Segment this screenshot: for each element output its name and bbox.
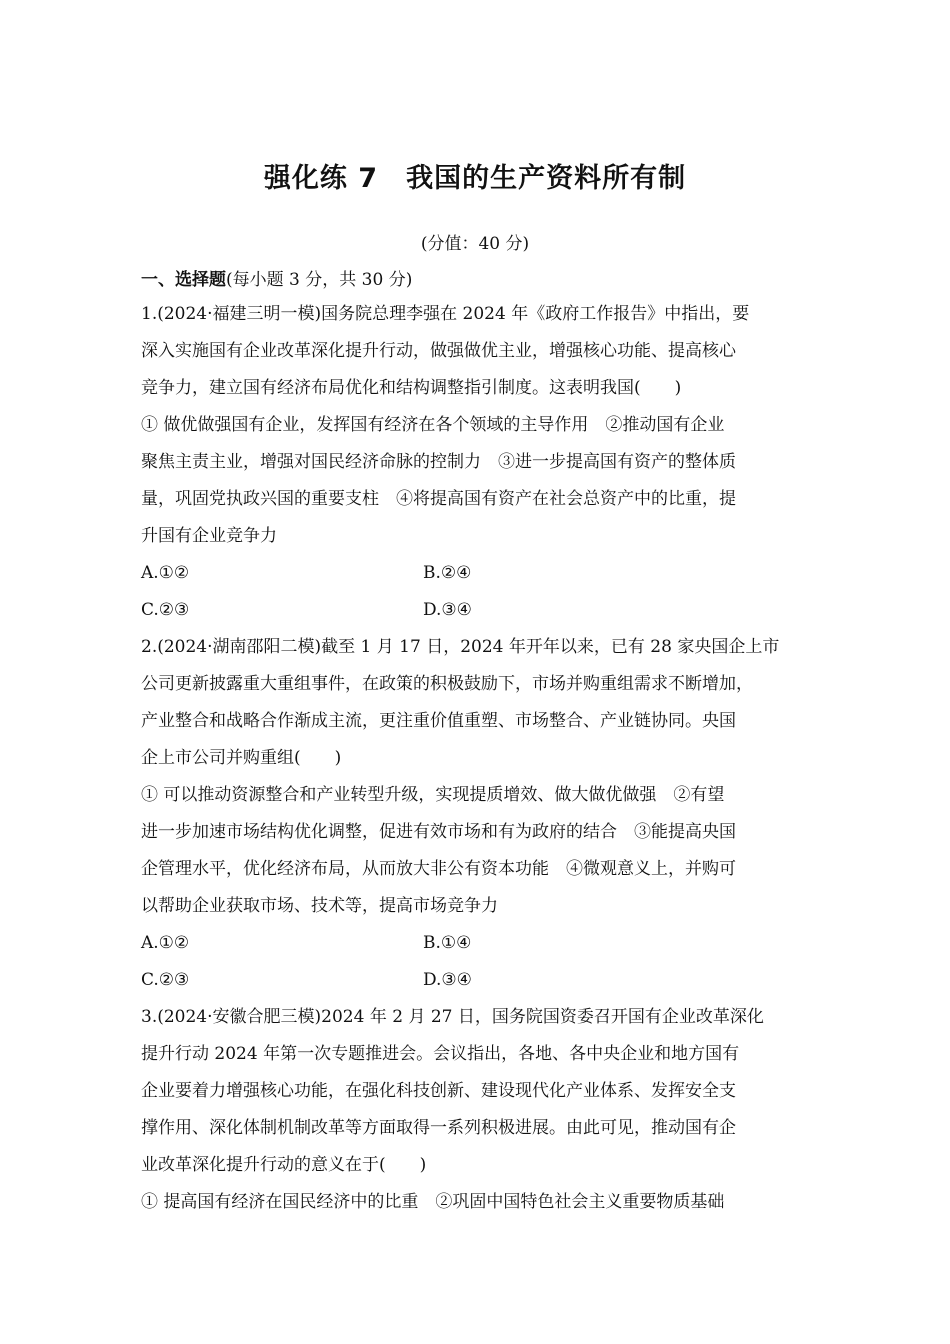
section-heading xyxy=(141,265,412,290)
options-row xyxy=(141,962,816,999)
section-heading-note: (每小题 3 分，共 30 分) xyxy=(226,270,413,290)
question-3 xyxy=(141,999,816,1221)
section-heading-label: 一、选择题 xyxy=(141,270,226,290)
question-text-line: ① 做优做强国有企业，发挥国有经济在各个领域的主导作用 ②推动国有企业 xyxy=(141,415,725,435)
question-text-line: 进一步加速市场结构优化调整，促进有效市场和有为政府的结合 ③能提高央国 xyxy=(141,822,736,842)
question-text-line: 企业要着力增强核心功能，在强化科技创新、建设现代化产业体系、发挥安全支 xyxy=(141,1081,736,1101)
option-b[interactable]: B.①④ xyxy=(423,933,472,953)
question-1 xyxy=(141,296,816,629)
question-text-line: 2.(2024·湖南邵阳二模)截至 1 月 17 日，2024 年开年以来，已有 28 家央国企上市 xyxy=(141,637,780,657)
option-d[interactable]: D.③④ xyxy=(423,970,472,990)
question-text-line: 升国有企业竞争力 xyxy=(141,526,277,546)
question-text-line: 量，巩固党执政兴国的重要支柱 ④将提高国有资产在社会总资产中的比重，提 xyxy=(141,489,736,509)
question-text-line: 公司更新披露重大重组事件，在政策的积极鼓励下，市场并购重组需求不断增加， xyxy=(141,674,753,694)
question-text-line: 提升行动 2024 年第一次专题推进会。会议指出，各地、各中央企业和地方国有 xyxy=(141,1044,740,1064)
option-a[interactable]: A.①② xyxy=(141,563,190,583)
question-text-line: 1.(2024·福建三明一模)国务院总理李强在 2024 年《政府工作报告》中指出，要 xyxy=(141,304,750,324)
option-c[interactable]: C.②③ xyxy=(141,970,190,990)
question-text-line: 3.(2024·安徽合肥三模)2024 年 2 月 27 日，国务院国资委召开国有企业改革深化 xyxy=(141,1007,764,1027)
question-text-line: 聚焦主责主业，增强对国民经济命脉的控制力 ③进一步提高国有资产的整体质 xyxy=(141,452,736,472)
question-text-line: 产业整合和战略合作渐成主流，更注重价值重塑、市场整合、产业链协同。央国 xyxy=(141,711,736,731)
question-2 xyxy=(141,629,816,999)
options-row xyxy=(141,592,816,629)
option-a[interactable]: A.①② xyxy=(141,933,190,953)
question-text-line: 深入实施国有企业改革深化提升行动，做强做优主业，增强核心功能、提高核心 xyxy=(141,341,736,361)
page-title: 强化练 7 我国的生产资料所有制 xyxy=(263,163,687,194)
question-text-line: 撑作用、深化体制机制改革等方面取得一系列积极进展。由此可见，推动国有企 xyxy=(141,1118,736,1138)
options-row xyxy=(141,555,816,592)
option-d[interactable]: D.③④ xyxy=(423,600,472,620)
option-c[interactable]: C.②③ xyxy=(141,600,190,620)
options-row xyxy=(141,925,816,962)
question-text-line: ① 可以推动资源整合和产业转型升级，实现提质增效、做大做优做强 ②有望 xyxy=(141,785,725,805)
question-text-line: 企管理水平，优化经济布局，从而放大非公有资本功能 ④微观意义上，并购可 xyxy=(141,859,736,879)
question-text-line: 业改革深化提升行动的意义在于( ) xyxy=(141,1155,427,1175)
question-list xyxy=(141,296,816,1221)
question-text-line: ① 提高国有经济在国民经济中的比重 ②巩固中国特色社会主义重要物质基础 xyxy=(141,1192,725,1212)
question-text-line: 以帮助企业获取市场、技术等，提高市场竞争力 xyxy=(141,896,498,916)
question-text-line: 竞争力，建立国有经济布局优化和结构调整指引制度。这表明我国( ) xyxy=(141,378,682,398)
score-note: (分值：40 分) xyxy=(420,234,530,254)
question-text-line: 企上市公司并购重组( ) xyxy=(141,748,342,768)
option-b[interactable]: B.②④ xyxy=(423,563,472,583)
